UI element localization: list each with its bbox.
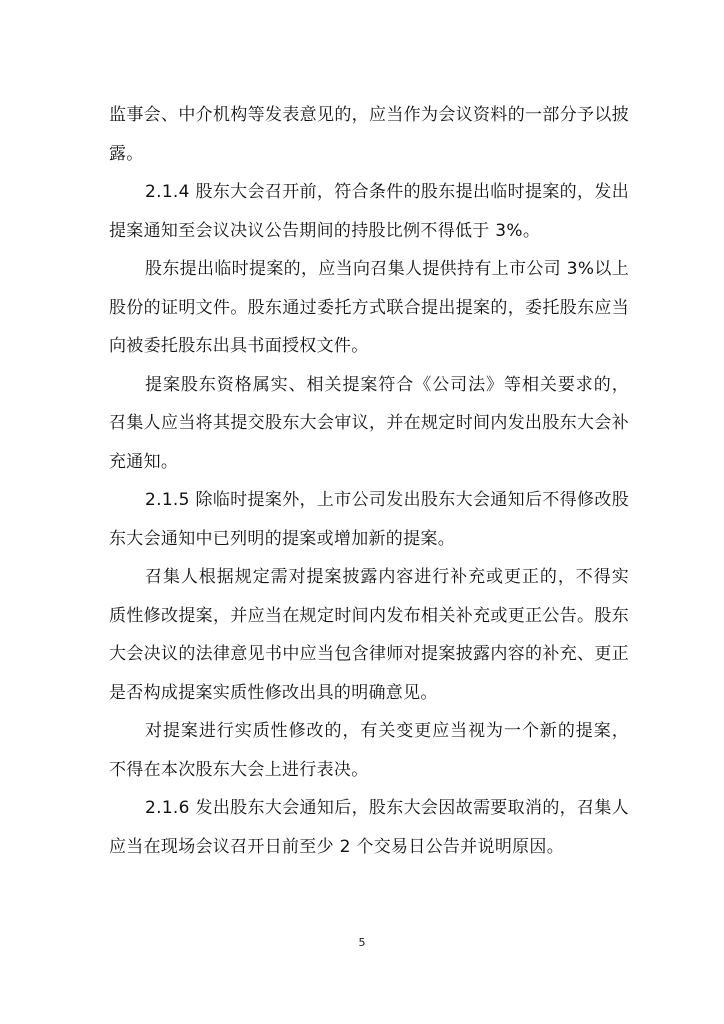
document-body — [109, 96, 629, 866]
paragraph-correction-announcement: 召集人根据规定需对提案披露内容进行补充或更正的，不得实质性修改提案，并应当在规定时间内发布相关补充或更正公告。股东大会决议的法律意见书中应当包含律师对提案披露内容的补充、更正是否构成提案实质性修改出具的明确意见。 — [109, 567, 629, 703]
paragraph-substantive-modification: 对提案进行实质性修改的，有关变更应当视为一个新的提案，不得在本次股东大会上进行表决。 — [109, 721, 629, 780]
page-number: 5 — [358, 936, 366, 949]
paragraph-2-1-5: 2.1.5 除临时提案外，上市公司发出股东大会通知后不得修改股东大会通知中已列明的提案或增加新的提案。 — [109, 490, 629, 549]
paragraph-temporary-proposal-proof: 股东提出临时提案的，应当向召集人提供持有上市公司 3%以上股份的证明文件。股东通过委托方式联合提出提案的，委托股东应当向被委托股东出具书面授权文件。 — [109, 259, 629, 356]
paragraph-2-1-6: 2.1.6 发出股东大会通知后，股东大会因故需要取消的，召集人应当在现场会议召开日前至少 2 个交易日公告并说明原因。 — [109, 798, 629, 857]
paragraph-continuation: 监事会、中介机构等发表意见的，应当作为会议资料的一部分予以披露。 — [109, 105, 629, 164]
paragraph-2-1-4: 2.1.4 股东大会召开前，符合条件的股东提出临时提案的，发出提案通知至会议决议公告期间的持股比例不得低于 3%。 — [109, 182, 629, 241]
paragraph-supplementary-notice: 提案股东资格属实、相关提案符合《公司法》等相关要求的，召集人应当将其提交股东大会审议，并在规定时间内发出股东大会补充通知。 — [109, 374, 629, 472]
